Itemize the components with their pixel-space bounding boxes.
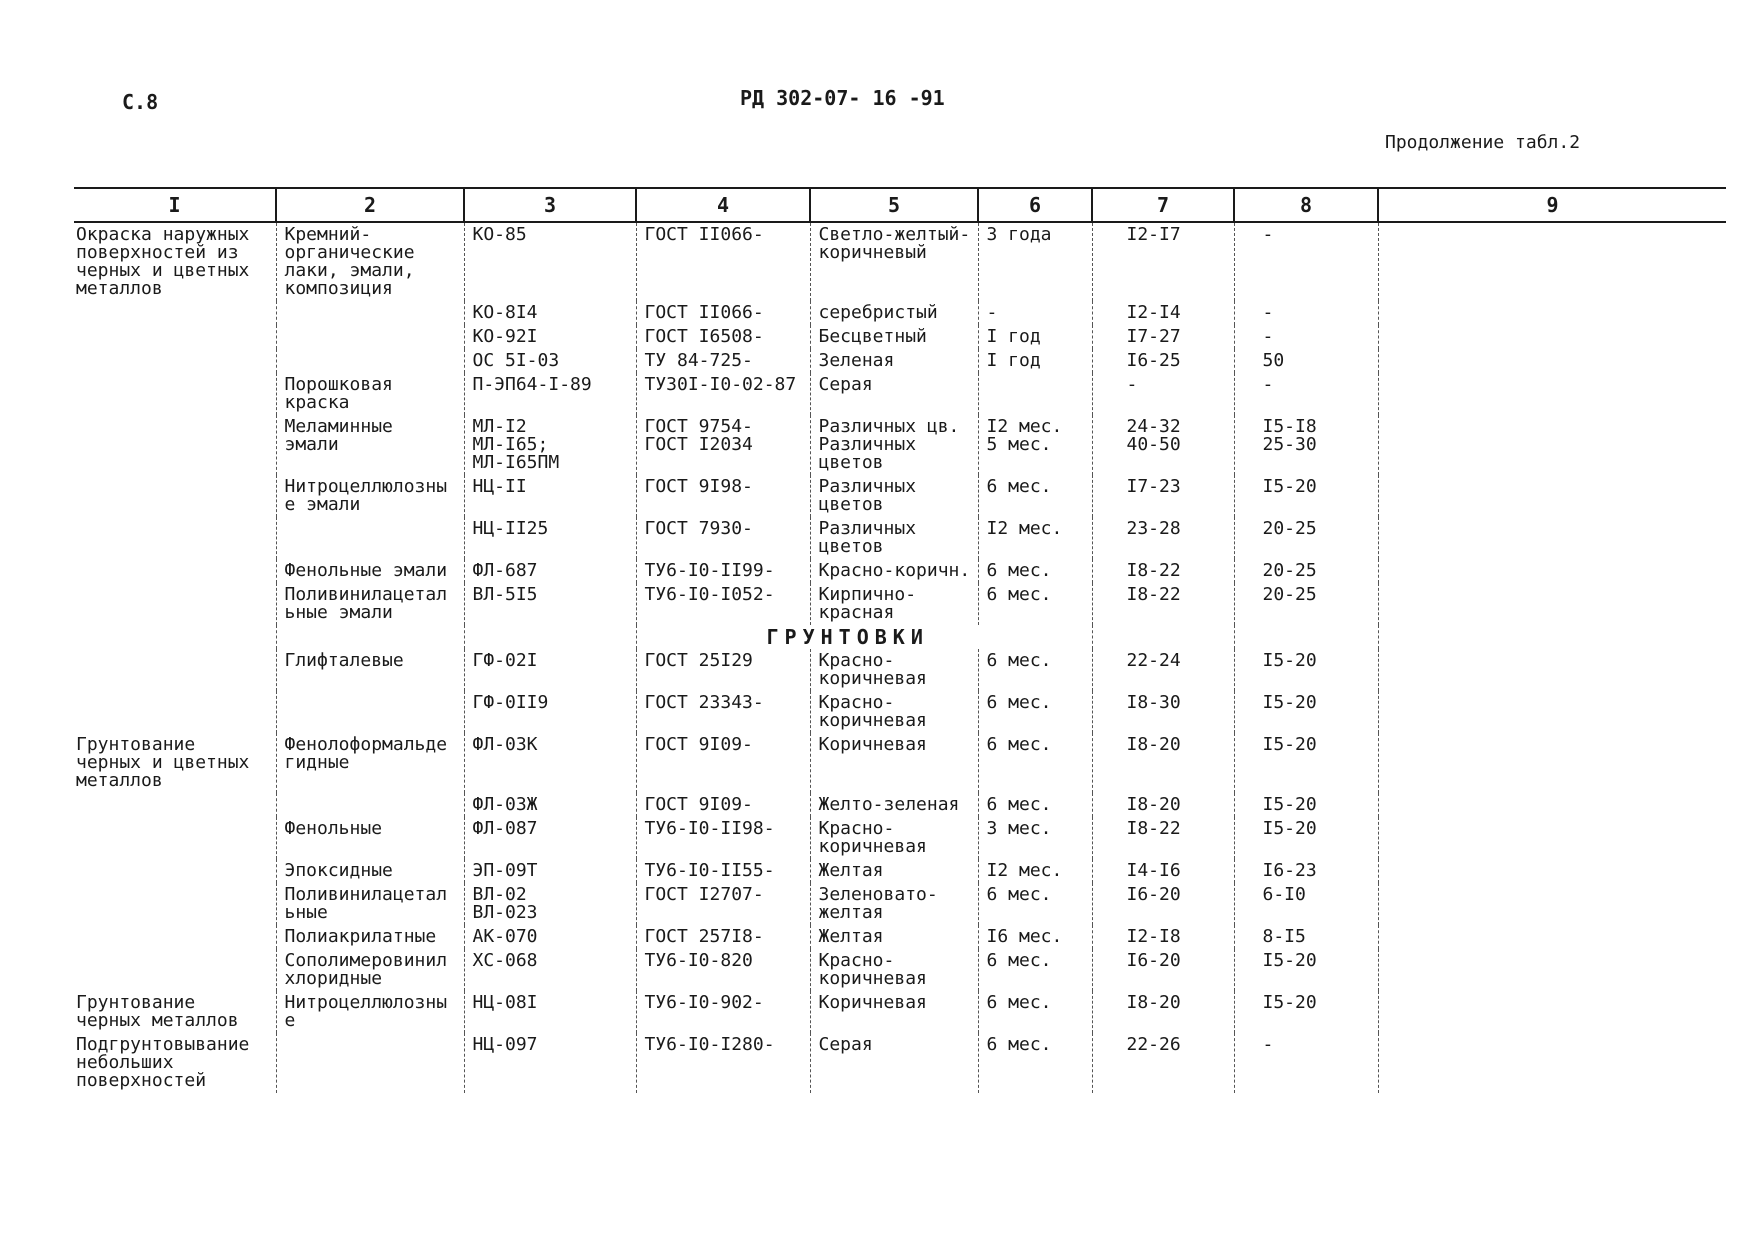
cell-col-5: Зеленовато-желтая bbox=[810, 883, 978, 925]
cell-col-2 bbox=[276, 793, 464, 817]
cell-col-4: ГОСТ 9I98- bbox=[636, 475, 810, 517]
cell-col-2: Поливинилацетальные bbox=[276, 883, 464, 925]
cell-col-7: I8-22 bbox=[1092, 559, 1234, 583]
cell-col-3: НЦ-II bbox=[464, 475, 636, 517]
cell-col-5: Коричневая bbox=[810, 733, 978, 793]
cell-col-4: ГОСТ I6508- bbox=[636, 325, 810, 349]
cell-col-3: ВЛ-5I5 bbox=[464, 583, 636, 625]
cell-col-3: АК-070 bbox=[464, 925, 636, 949]
cell-col-6: I6 мес. bbox=[978, 925, 1092, 949]
cell-col-8: I6-23 bbox=[1234, 859, 1378, 883]
cell-col-6: 6 мес. bbox=[978, 991, 1092, 1033]
column-header-5: 5 bbox=[810, 188, 978, 222]
cell-col-3: ОС 5I-03 bbox=[464, 349, 636, 373]
cell-col-8: I5-20 bbox=[1234, 817, 1378, 859]
table-row bbox=[74, 349, 1726, 373]
cell-col-1 bbox=[74, 949, 276, 991]
cell-col-9 bbox=[1378, 325, 1726, 349]
cell-col-6: I2 мес. 5 мес. bbox=[978, 415, 1092, 475]
table-body-primers bbox=[74, 649, 1726, 1093]
cell-col-2: Фенолоформальдегидные bbox=[276, 733, 464, 793]
table-section-primers bbox=[74, 625, 1726, 649]
cell-col-2: Кремний-органические лаки, эмали, композиция bbox=[276, 222, 464, 301]
cell-col-6 bbox=[978, 373, 1092, 415]
table-row bbox=[74, 817, 1726, 859]
table-row bbox=[74, 691, 1726, 733]
cell-col-3: ГФ-0II9 bbox=[464, 691, 636, 733]
table-row bbox=[74, 222, 1726, 301]
cell-col-2 bbox=[276, 517, 464, 559]
cell-col-1 bbox=[74, 301, 276, 325]
cell-col-5: серебристый bbox=[810, 301, 978, 325]
cell-col-8: I5-I8 25-30 bbox=[1234, 415, 1378, 475]
cell-col-2: Поливинилацетальные эмали bbox=[276, 583, 464, 625]
cell-col-5: Различных цветов bbox=[810, 517, 978, 559]
document-code: РД 302-07- 16 -91 bbox=[740, 86, 945, 110]
cell-col-8: - bbox=[1234, 222, 1378, 301]
cell-col-8: I5-20 bbox=[1234, 793, 1378, 817]
cell-col-4: ТУ 84-725- bbox=[636, 349, 810, 373]
table-row bbox=[74, 415, 1726, 475]
cell-col-2: Сополимеровинилхлоридные bbox=[276, 949, 464, 991]
cell-col-3: ФЛ-087 bbox=[464, 817, 636, 859]
cell-col-8: - bbox=[1234, 373, 1378, 415]
cell-col-7: I7-27 bbox=[1092, 325, 1234, 349]
cell-col-9 bbox=[1378, 373, 1726, 415]
cell-col-5: Красно-коричневая bbox=[810, 649, 978, 691]
cell-col-5: Серая bbox=[810, 1033, 978, 1093]
cell-col-1: Окраска наружных поверхностей из черных и цветных металлов bbox=[76, 224, 250, 299]
cell-col-6: 6 мес. bbox=[978, 691, 1092, 733]
column-header-6: 6 bbox=[978, 188, 1092, 222]
cell-col-9 bbox=[1378, 991, 1726, 1033]
cell-col-9 bbox=[1378, 649, 1726, 691]
cell-col-5: Желтая bbox=[810, 859, 978, 883]
table-row bbox=[74, 1033, 1726, 1093]
cell-col-7: I2-I4 bbox=[1092, 301, 1234, 325]
cell-col-6: 6 мес. bbox=[978, 559, 1092, 583]
cell-col-1 bbox=[74, 559, 276, 583]
cell-col-7: I8-22 bbox=[1092, 583, 1234, 625]
cell-col-7: I2-I8 bbox=[1092, 925, 1234, 949]
cell-col-5: Различных цветов bbox=[810, 475, 978, 517]
cell-col-3: ФЛ-03Ж bbox=[464, 793, 636, 817]
cell-col-1 bbox=[74, 373, 276, 415]
cell-col-2: Нитроцеллюлозные эмали bbox=[276, 475, 464, 517]
cell-col-3: ФЛ-687 bbox=[464, 559, 636, 583]
table-body-coatings bbox=[74, 222, 1726, 625]
cell-col-1: Подгрунтовывание небольших поверхностей bbox=[76, 1034, 250, 1091]
cell-col-9 bbox=[1378, 349, 1726, 373]
cell-col-4: ГОСТ II066- bbox=[636, 301, 810, 325]
cell-col-1 bbox=[74, 649, 276, 691]
cell-col-4: ГОСТ II066- bbox=[636, 222, 810, 301]
cell-col-4: ГОСТ 25I29 bbox=[636, 649, 810, 691]
cell-col-3: П-ЭП64-I-89 bbox=[464, 373, 636, 415]
cell-col-5: Желто-зеленая bbox=[810, 793, 978, 817]
cell-col-9 bbox=[1378, 415, 1726, 475]
cell-col-6: 3 года bbox=[978, 222, 1092, 301]
cell-col-8: I5-20 bbox=[1234, 649, 1378, 691]
cell-col-3: КО-85 bbox=[464, 222, 636, 301]
cell-col-1: Грунтование черных и цветных металлов bbox=[76, 734, 250, 791]
cell-col-6: I2 мес. bbox=[978, 859, 1092, 883]
cell-col-4: ГОСТ 7930- bbox=[636, 517, 810, 559]
cell-col-7: I4-I6 bbox=[1092, 859, 1234, 883]
cell-col-2 bbox=[276, 349, 464, 373]
cell-col-6: I год bbox=[978, 325, 1092, 349]
table-row bbox=[74, 883, 1726, 925]
table-continuation-label: Продолжение табл.2 bbox=[1385, 132, 1581, 153]
cell-col-6: 6 мес. bbox=[978, 883, 1092, 925]
cell-col-5: Красно-коричневая bbox=[810, 817, 978, 859]
cell-col-8: I5-20 bbox=[1234, 733, 1378, 793]
table-row bbox=[74, 475, 1726, 517]
cell-col-8: 8-I5 bbox=[1234, 925, 1378, 949]
table-row bbox=[74, 793, 1726, 817]
cell-col-6: 6 мес. bbox=[978, 793, 1092, 817]
cell-col-1 bbox=[74, 349, 276, 373]
cell-col-9 bbox=[1378, 733, 1726, 793]
cell-col-3: ЭП-09Т bbox=[464, 859, 636, 883]
cell-col-9 bbox=[1378, 817, 1726, 859]
cell-col-7: I8-22 bbox=[1092, 817, 1234, 859]
cell-col-6: 3 мес. bbox=[978, 817, 1092, 859]
cell-col-4: ГОСТ 9I09- bbox=[636, 793, 810, 817]
cell-col-2: Фенольные bbox=[276, 817, 464, 859]
cell-col-5: Красно-коричневая bbox=[810, 949, 978, 991]
cell-col-8: I5-20 bbox=[1234, 949, 1378, 991]
cell-col-1 bbox=[74, 691, 276, 733]
cell-col-8: I5-20 bbox=[1234, 691, 1378, 733]
cell-col-6: - bbox=[978, 301, 1092, 325]
cell-col-7: I8-30 bbox=[1092, 691, 1234, 733]
cell-col-2 bbox=[276, 301, 464, 325]
table-row bbox=[74, 859, 1726, 883]
cell-col-5: Коричневая bbox=[810, 991, 978, 1033]
cell-col-9 bbox=[1378, 583, 1726, 625]
cell-col-5: Красно-коричневая bbox=[810, 691, 978, 733]
cell-col-4: ТУ6-I0-902- bbox=[636, 991, 810, 1033]
cell-col-2: Глифталевые bbox=[276, 649, 464, 691]
cell-col-2: Меламинные эмали bbox=[276, 415, 464, 475]
table-row bbox=[74, 559, 1726, 583]
table-header bbox=[74, 188, 1726, 222]
cell-col-5: Красно-коричн. bbox=[810, 559, 978, 583]
materials-table bbox=[74, 187, 1726, 1093]
cell-col-3: МЛ-I2 МЛ-I65; МЛ-I65ПМ bbox=[464, 415, 636, 475]
cell-col-4: ТУ6-I0-II98- bbox=[636, 817, 810, 859]
cell-col-2: Нитроцеллюлозные bbox=[276, 991, 464, 1033]
cell-col-2: Полиакрилатные bbox=[276, 925, 464, 949]
column-header-8: 8 bbox=[1234, 188, 1378, 222]
cell-col-8: I5-20 bbox=[1234, 991, 1378, 1033]
cell-col-1 bbox=[74, 583, 276, 625]
cell-col-3: ГФ-02I bbox=[464, 649, 636, 691]
page-number: С.8 bbox=[122, 90, 159, 114]
cell-col-2 bbox=[276, 1033, 464, 1093]
cell-col-7: 22-24 bbox=[1092, 649, 1234, 691]
cell-col-3: КО-8I4 bbox=[464, 301, 636, 325]
cell-col-4: ГОСТ I2707- bbox=[636, 883, 810, 925]
cell-col-1 bbox=[74, 883, 276, 925]
section-label: ГРУНТОВКИ bbox=[636, 625, 1092, 649]
column-header-7: 7 bbox=[1092, 188, 1234, 222]
cell-col-9 bbox=[1378, 925, 1726, 949]
cell-col-1 bbox=[74, 817, 276, 859]
cell-col-7: 23-28 bbox=[1092, 517, 1234, 559]
cell-col-4: ТУ30I-I0-02-87 bbox=[636, 373, 810, 415]
cell-col-4: ГОСТ 9I09- bbox=[636, 733, 810, 793]
table-row bbox=[74, 301, 1726, 325]
cell-col-6: I2 мес. bbox=[978, 517, 1092, 559]
table-row bbox=[74, 925, 1726, 949]
cell-col-4: ТУ6-I0-II55- bbox=[636, 859, 810, 883]
cell-col-1 bbox=[74, 859, 276, 883]
cell-col-9 bbox=[1378, 559, 1726, 583]
cell-col-3: ФЛ-03К bbox=[464, 733, 636, 793]
cell-col-5: Светло-желтый-коричневый bbox=[810, 222, 978, 301]
cell-col-2: Эпоксидные bbox=[276, 859, 464, 883]
cell-col-8: 20-25 bbox=[1234, 559, 1378, 583]
table-row bbox=[74, 949, 1726, 991]
cell-col-8: - bbox=[1234, 325, 1378, 349]
cell-col-9 bbox=[1378, 301, 1726, 325]
cell-col-1 bbox=[74, 325, 276, 349]
cell-col-4: ТУ6-I0-I052- bbox=[636, 583, 810, 625]
cell-col-8: I5-20 bbox=[1234, 475, 1378, 517]
cell-col-7: 22-26 bbox=[1092, 1033, 1234, 1093]
cell-col-9 bbox=[1378, 222, 1726, 301]
cell-col-8: 20-25 bbox=[1234, 583, 1378, 625]
cell-col-7: I6-20 bbox=[1092, 883, 1234, 925]
cell-col-6: 6 мес. bbox=[978, 649, 1092, 691]
table-row bbox=[74, 325, 1726, 349]
cell-col-7: 24-32 40-50 bbox=[1092, 415, 1234, 475]
cell-col-9 bbox=[1378, 691, 1726, 733]
cell-col-4: ГОСТ 257I8- bbox=[636, 925, 810, 949]
table-row bbox=[74, 991, 1726, 1033]
cell-col-8: 20-25 bbox=[1234, 517, 1378, 559]
cell-col-6: I год bbox=[978, 349, 1092, 373]
cell-col-2 bbox=[276, 691, 464, 733]
table-row bbox=[74, 583, 1726, 625]
cell-col-3: ВЛ-02 ВЛ-023 bbox=[464, 883, 636, 925]
cell-col-3: ХС-068 bbox=[464, 949, 636, 991]
cell-col-3: НЦ-097 bbox=[464, 1033, 636, 1093]
cell-col-4: ТУ6-I0-I280- bbox=[636, 1033, 810, 1093]
cell-col-2: Порошковая краска bbox=[276, 373, 464, 415]
cell-col-6: 6 мес. bbox=[978, 583, 1092, 625]
cell-col-8: 50 bbox=[1234, 349, 1378, 373]
column-header-3: 3 bbox=[464, 188, 636, 222]
table-row bbox=[74, 733, 1726, 793]
table-row bbox=[74, 373, 1726, 415]
cell-col-3: НЦ-II25 bbox=[464, 517, 636, 559]
cell-col-9 bbox=[1378, 475, 1726, 517]
column-header-1: I bbox=[74, 188, 276, 222]
table-row bbox=[74, 517, 1726, 559]
cell-col-5: Различных цв. Различных цветов bbox=[810, 415, 978, 475]
column-header-9: 9 bbox=[1378, 188, 1726, 222]
cell-col-2 bbox=[276, 325, 464, 349]
cell-col-3: КО-92I bbox=[464, 325, 636, 349]
cell-col-9 bbox=[1378, 883, 1726, 925]
cell-col-1 bbox=[74, 925, 276, 949]
cell-col-5: Желтая bbox=[810, 925, 978, 949]
cell-col-5: Серая bbox=[810, 373, 978, 415]
cell-col-8: 6-I0 bbox=[1234, 883, 1378, 925]
cell-col-1: Грунтование черных металлов bbox=[76, 992, 239, 1031]
cell-col-7: I8-20 bbox=[1092, 733, 1234, 793]
cell-col-9 bbox=[1378, 1033, 1726, 1093]
column-header-4: 4 bbox=[636, 188, 810, 222]
cell-col-7: I6-25 bbox=[1092, 349, 1234, 373]
cell-col-8: - bbox=[1234, 1033, 1378, 1093]
cell-col-7: I6-20 bbox=[1092, 949, 1234, 991]
cell-col-9 bbox=[1378, 859, 1726, 883]
cell-col-7: I7-23 bbox=[1092, 475, 1234, 517]
cell-col-6: 6 мес. bbox=[978, 475, 1092, 517]
cell-col-1 bbox=[74, 475, 276, 517]
cell-col-1 bbox=[74, 415, 276, 475]
cell-col-6: 6 мес. bbox=[978, 949, 1092, 991]
cell-col-9 bbox=[1378, 517, 1726, 559]
cell-col-5: Кирпично-красная bbox=[810, 583, 978, 625]
cell-col-1 bbox=[74, 517, 276, 559]
cell-col-6: 6 мес. bbox=[978, 1033, 1092, 1093]
cell-col-9 bbox=[1378, 949, 1726, 991]
cell-col-6: 6 мес. bbox=[978, 733, 1092, 793]
cell-col-4: ГОСТ 9754- ГОСТ I2034 bbox=[636, 415, 810, 475]
cell-col-8: - bbox=[1234, 301, 1378, 325]
cell-col-3: НЦ-08I bbox=[464, 991, 636, 1033]
cell-col-2: Фенольные эмали bbox=[276, 559, 464, 583]
cell-col-7: - bbox=[1092, 373, 1234, 415]
cell-col-7: I8-20 bbox=[1092, 793, 1234, 817]
cell-col-7: I2-I7 bbox=[1092, 222, 1234, 301]
cell-col-7: I8-20 bbox=[1092, 991, 1234, 1033]
cell-col-4: ТУ6-I0-II99- bbox=[636, 559, 810, 583]
cell-col-4: ТУ6-I0-820 bbox=[636, 949, 810, 991]
column-header-2: 2 bbox=[276, 188, 464, 222]
cell-col-9 bbox=[1378, 793, 1726, 817]
cell-col-5: Зеленая bbox=[810, 349, 978, 373]
cell-col-1 bbox=[74, 793, 276, 817]
cell-col-5: Бесцветный bbox=[810, 325, 978, 349]
table-row bbox=[74, 649, 1726, 691]
cell-col-4: ГОСТ 23343- bbox=[636, 691, 810, 733]
